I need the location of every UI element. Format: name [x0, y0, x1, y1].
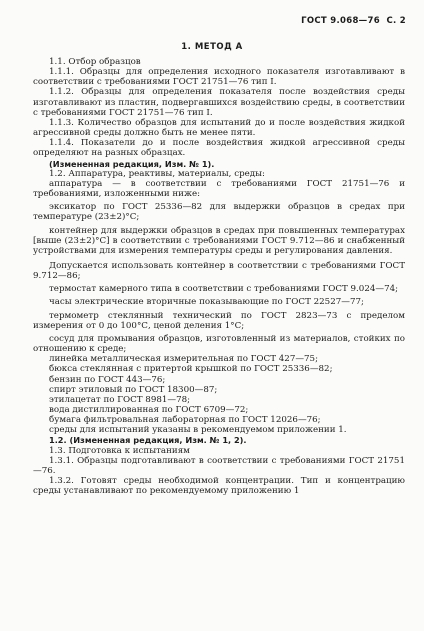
revision-note: (Измененная редакция, Изм. № 1). — [49, 158, 215, 169]
paragraph: бензин по ГОСТ 443—76; — [49, 374, 166, 385]
paragraph: 1.1.2. Образцы для определения показателя после воздействия среды изготавливают из пластин, подвергавшихся воздействию среды, в соответствии с требованиями ГОСТ 21751—76 тип I. — [33, 87, 405, 118]
paragraph: бумага фильтровальная лабораторная по ГОСТ 12026—76; — [49, 415, 321, 426]
paragraph: 1.1.4. Показатели до и после воздействия жидкой агрессивной среды определяют на разных образцах. — [33, 138, 405, 159]
paragraph: спирт этиловый по ГОСТ 18300—87; — [49, 384, 218, 395]
paragraph: этилацетат по ГОСТ 8981—78; — [49, 394, 191, 405]
document-body — [33, 57, 405, 496]
paragraph: сосуд для промывания образцов, изготовленный из материалов, стойких по отношению к среде; — [33, 333, 405, 355]
revision-note: 1.2. (Измененная редакция, Изм. № 1, 2). — [49, 435, 247, 446]
paragraph: термостат камерного типа в соответствии с требованиями ГОСТ 9.024—74; — [49, 284, 399, 295]
standard-code: ГОСТ 9.068—76 — [301, 16, 380, 26]
paragraph: линейка металлическая измерительная по ГОСТ 427—75; — [49, 354, 319, 365]
paragraph: аппаратура — в соответствии с требованиями ГОСТ 21751—76 и требованиями, изложенными ниже: — [33, 178, 405, 200]
paragraph: контейнер для выдержки образцов в средах при повышенных температурах [выше (23±2)°С] в соответствии с требованиями ГОСТ 9.712—86 и снабженный устройствами для измерения температуры среды и регулирования давления. — [33, 225, 405, 256]
section-title: 1. МЕТОД А — [181, 42, 243, 52]
paragraph: эксикатор по ГОСТ 25336—82 для выдержки образцов в средах при температуре (23±2)°С; — [33, 202, 405, 223]
page-number: С. 2 — [386, 16, 406, 26]
paragraph: бюкса стеклянная с притертой крышкой по ГОСТ 25336—82; — [49, 364, 333, 375]
paragraph: 1.1.3. Количество образцов для испытаний до и после воздействия жидкой агрессивной среды должно быть не менее пяти. — [33, 117, 405, 139]
paragraph: 1.3.2. Готовят среды необходимой концентрации. Тип и концентрацию среды устанавливают по рекомендуемому приложению 1 — [33, 476, 405, 497]
paragraph: часы электрические вторичные показывающие по ГОСТ 22527—77; — [49, 297, 364, 308]
paragraph: термометр стеклянный технический по ГОСТ 2823—73 с пределом измерения от 0 до 100°С, ценой деления 1°С; — [33, 310, 405, 331]
paragraph: вода дистиллированная по ГОСТ 6709—72; — [49, 405, 249, 415]
paragraph: 1.3.1. Образцы подготавливают в соответствии с требованиями ГОСТ 21751—76. — [33, 455, 405, 476]
paragraph: 1.1.1. Образцы для определения исходного показателя изготавливают в соответствии с требованиями ГОСТ 21751—76 тип I. — [33, 67, 405, 88]
page-header — [301, 16, 406, 26]
paragraph: среды для испытаний указаны в рекомендуемом приложении 1. — [49, 425, 347, 436]
paragraph: 1.1. Отбор образцов — [49, 57, 141, 67]
paragraph: 1.3. Подготовка к испытаниям — [49, 445, 190, 456]
paragraph: Допускается использовать контейнер в соответствии с требованиями ГОСТ 9.712—86; — [33, 260, 405, 282]
paragraph: 1.2. Аппаратура, реактивы, материалы, среды: — [49, 168, 265, 179]
